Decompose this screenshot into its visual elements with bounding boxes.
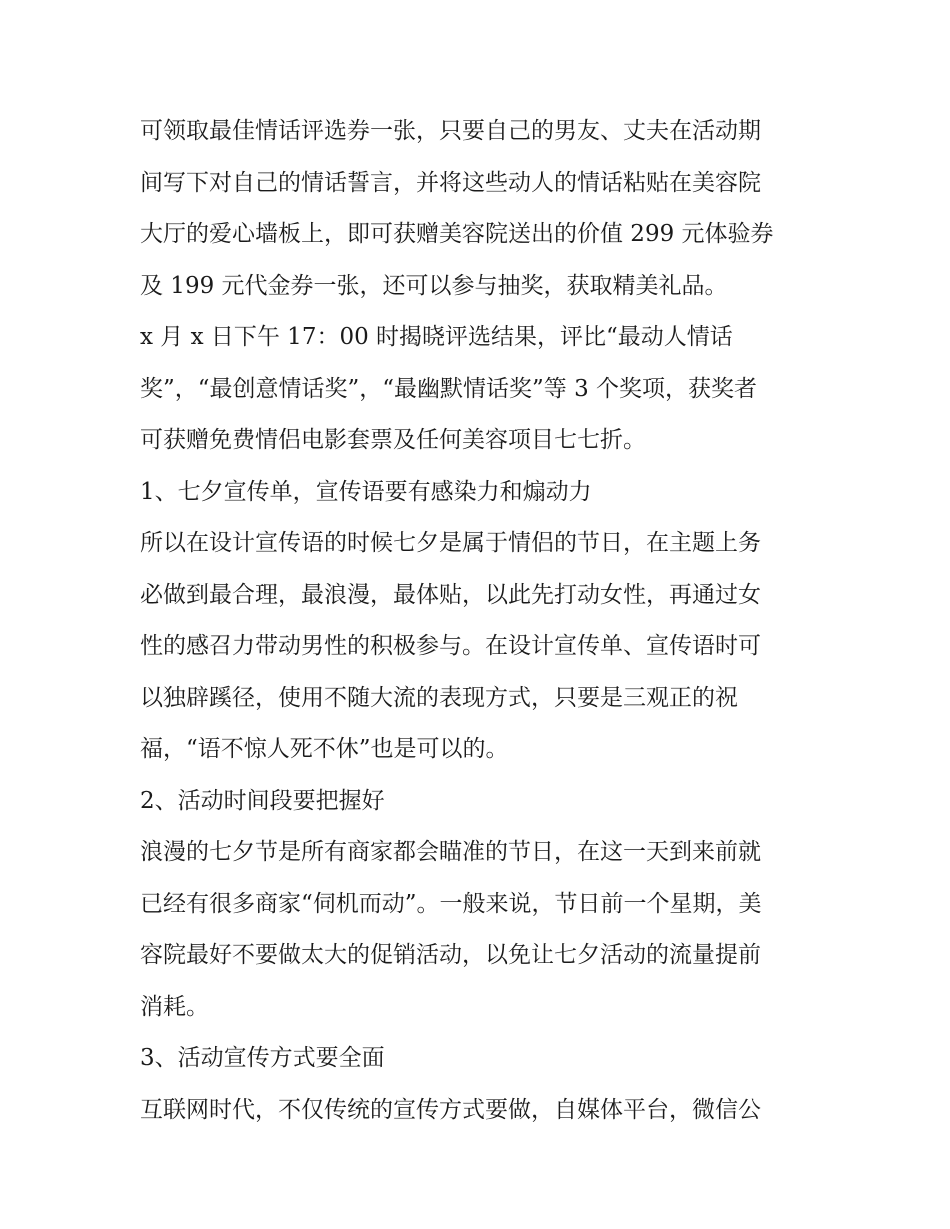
text-line: 浪漫的七夕节是所有商家都会瞄准的节日，在这一天到来前就: [140, 839, 761, 865]
text-line: 及 199 元代金券一张，还可以参与抽奖，获取精美礼品。: [140, 272, 728, 299]
text-line: 可领取最佳情话评选券一张，只要自己的男友、丈夫在活动期: [140, 118, 761, 144]
text-line: 容院最好不要做太大的促销活动，以免让七夕活动的流量提前: [140, 942, 761, 968]
text-line: 以独辟蹊径，使用不随大流的表现方式，只要是三观正的祝: [140, 684, 738, 711]
text-line: 间写下对自己的情话誓言，并将这些动人的情话粘贴在美容院: [140, 169, 761, 196]
text-line: 大厅的爱心墙板上，即可获赠美容院送出的价值 299 元体验券: [140, 221, 774, 247]
section-heading: 2、活动时间段要把握好: [140, 787, 385, 814]
section-heading: 1、七夕宣传单，宣传语要有感染力和煽动力: [140, 478, 592, 505]
text-line: x 月 x 日下午 17：00 时揭晓评选结果，评比“最动人情话: [140, 324, 733, 350]
section-heading: 3、活动宣传方式要全面: [140, 1045, 385, 1071]
text-line: 互联网时代，不仅传统的宣传方式要做，自媒体平台，微信公: [140, 1096, 761, 1123]
text-line: 所以在设计宣传语的时候七夕是属于情侣的节日，在主题上务: [140, 530, 761, 556]
text-line: 消耗。: [140, 993, 209, 1020]
document-body: [140, 106, 820, 1136]
text-line: 福，“语不惊人死不休”也是可以的。: [140, 736, 509, 762]
text-line: 必做到最合理，最浪漫，最体贴，以此先打动女性，再通过女: [140, 581, 761, 608]
text-line: 可获赠免费情侣电影套票及任何美容项目七七折。: [140, 427, 646, 453]
text-line: 已经有很多商家“伺机而动”。一般来说，节日前一个星期，美: [140, 890, 762, 917]
text-line: 奖”，“最创意情话奖”，“最幽默情话奖”等 3 个奖项，获奖者: [140, 375, 758, 402]
text-line: 性的感召力带动男性的积极参与。在设计宣传单、宣传语时可: [140, 633, 761, 659]
